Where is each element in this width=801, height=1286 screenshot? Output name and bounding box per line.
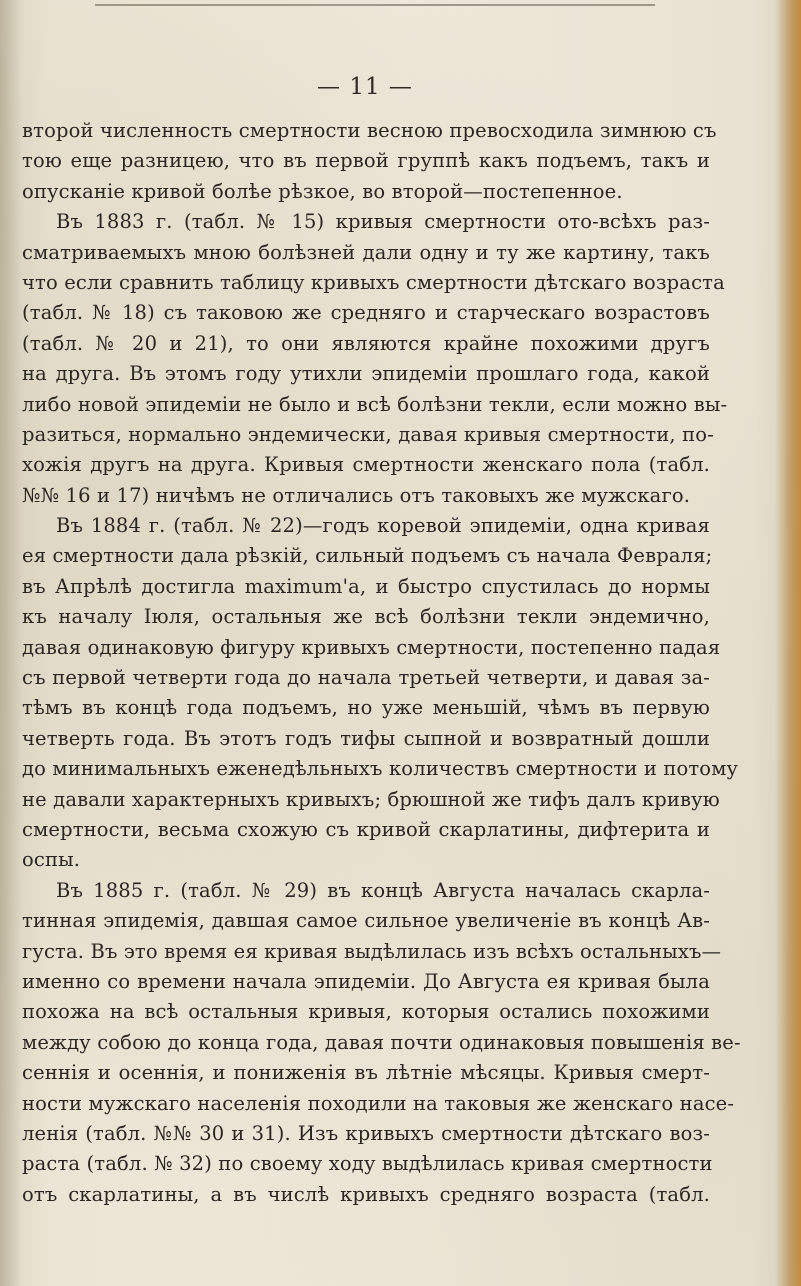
text-line: отъ скарлатины, а въ числѣ кривыхъ средняго возраста (табл. [22, 1182, 710, 1206]
text-line: раста (табл. № 32) по своему ходу выдѣлилась кривая смертности [22, 1152, 713, 1176]
text-line: (табл. № 18) съ таковою же средняго и старческаго возрастовъ [22, 301, 710, 325]
text-line: тѣмъ въ концѣ года подъемъ, но уже меньшій, чѣмъ въ первую [22, 696, 710, 720]
text-line: опусканіе кривой болѣе рѣзкое, во второй—постепенное. [22, 179, 623, 203]
text-line: №№ 16 и 17) ничѣмъ не отличались отъ таковыхъ же мужскаго. [22, 483, 691, 507]
text-line: смертности, весьма схожую съ кривой скарлатины, дифтерита и [22, 817, 710, 841]
text-line: ея смертности дала рѣзкій, сильный подъемъ съ начала Февраля; [22, 544, 713, 568]
text-line: разиться, нормально эндемически, давая кривыя смертности, по- [22, 422, 714, 446]
text-line: тинная эпидемія, давшая самое сильное увеличеніе въ концѣ Ав- [22, 909, 710, 933]
text-line: оспы. [22, 848, 81, 872]
text-line: Въ 1883 г. (табл. № 15) кривыя смертности ото-всѣхъ раз- [56, 210, 710, 234]
text-line: сматриваемыхъ мною болѣзней дали одну и ту же картину, такъ [22, 240, 710, 264]
text-line: на друга. Въ этомъ году утихли эпидеміи прошлаго года, какой [22, 362, 710, 386]
text-line: что если сравнить таблицу кривыхъ смертности дѣтскаго возраста [22, 270, 725, 294]
body-text [22, 116, 741, 1210]
text-line: ленія (табл. №№ 30 и 31). Изъ кривыхъ смертности дѣтскаго воз- [22, 1121, 710, 1145]
text-line: хожія другъ на друга. Кривыя смертности женскаго пола (табл. [22, 453, 710, 477]
text-line: между собою до конца года, давая почти одинаковыя повышенія ве- [22, 1030, 741, 1054]
text-line: похожа на всѣ остальныя кривыя, которыя остались похожими [22, 1000, 710, 1024]
text-line: не давали характерныхъ кривыхъ; брюшной же тифъ далъ кривую [22, 787, 720, 811]
text-line: (табл. № 20 и 21), то они являются крайне похожими другъ [22, 331, 710, 355]
text-line: съ первой четверти года до начала третьей четверти, и давая за- [22, 666, 710, 690]
text-line: Въ 1884 г. (табл. № 22)—годъ коревой эпидеміи, одна кривая [56, 514, 710, 538]
text-line: ности мужскаго населенія походили на таковыя же женскаго насе- [22, 1091, 735, 1115]
text-line: густа. Въ это время ея кривая выдѣлилась изъ всѣхъ остальныхъ— [22, 939, 722, 963]
text-line: Въ 1885 г. (табл. № 29) въ концѣ Августа началась скарла- [56, 878, 710, 902]
text-line: въ Апрѣлѣ достигла maximum'а, и быстро спустилась до нормы [22, 574, 710, 598]
page-gutter-shadow [0, 0, 22, 1286]
text-line: именно со времени начала эпидеміи. До Августа ея кривая была [22, 969, 710, 993]
text-line: либо новой эпидеміи не было и всѣ болѣзни текли, если можно вы- [22, 392, 728, 416]
page-edge-stain [775, 0, 801, 1286]
page-number: — 11 — [317, 74, 413, 100]
text-line: четверть года. Въ этотъ годъ тифы сыпной и возвратный дошли [22, 726, 710, 750]
text-line: къ началу Іюля, остальныя же всѣ болѣзни текли эндемично, [22, 605, 710, 629]
text-line: второй численность смертности весною превосходила зимнюю съ [22, 119, 717, 142]
text-line: тою еще разницею, что въ первой группѣ какъ подъемъ, такъ и [22, 149, 710, 173]
text-line: сеннія и осеннія, и пониженія въ лѣтніе мѣсяцы. Кривыя смерт- [22, 1061, 710, 1085]
text-line: до минимальныхъ еженедѣльныхъ количествъ смертности и потому [22, 757, 739, 781]
top-border-rule [95, 4, 655, 6]
text-line: давая одинаковую фигуру кривыхъ смертности, постепенно падая [22, 635, 721, 659]
